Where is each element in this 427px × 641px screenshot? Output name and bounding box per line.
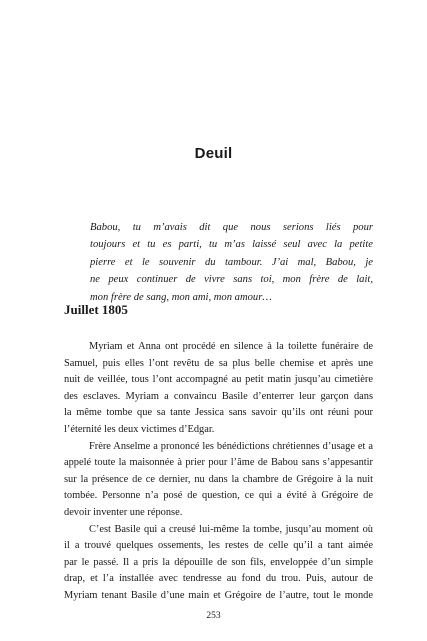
text-line: Myriam tenant Basile d’une main et Grégoire de l’autre, tout le monde	[64, 589, 373, 601]
text-line: Frère Anselme a prononcé les bénédictions chrétiennes d’usage et a	[89, 440, 373, 452]
epigraph	[90, 219, 373, 306]
text-line: drap, et l’a installée avec tendresse au fond du trou. Puis, autour de	[64, 573, 373, 585]
paragraph	[64, 439, 373, 522]
text-line: l’éternité les deux victimes d’Edgar.	[64, 423, 215, 435]
text-line: nuit de veillée, tous l’ont accompagné au petit matin jusqu’au cimetière	[64, 374, 373, 386]
epigraph-line: pierre et le souvenir du tambour. J’ai mal, Babou, je	[90, 256, 373, 268]
text-line: sur la présence de ce dernier, nu dans la chambre de Grégoire à la nuit	[64, 473, 373, 485]
text-line: tombée. Personne n’a posé de question, ce qui a évité à Grégoire de	[64, 490, 373, 502]
epigraph-line: toujours et tu es parti, tu m’as laissé seul avec la petite	[90, 239, 373, 251]
epigraph-line: Babou, tu m’avais dit que nous serions liés pour	[90, 222, 373, 233]
text-line: devoir inventer une réponse.	[64, 506, 183, 518]
paragraph	[64, 339, 373, 439]
text-line: par le passé. Il a pris la dépouille de son fils, enveloppée d’un simple	[64, 556, 373, 568]
text-line: appelé toute la maisonnée à prier pour l’âme de Babou sans s’appesantir	[64, 457, 373, 469]
epigraph-line: ne peux continuer de vivre sans toi, mon frère de lait,	[90, 274, 373, 286]
paragraph	[64, 522, 373, 605]
chapter-title: Deuil	[194, 145, 233, 162]
epigraph-line: mon frère de sang, mon ami, mon amour…	[90, 291, 272, 303]
section-heading: Juillet 1805	[64, 302, 128, 317]
text-line: C’est Basile qui a creusé lui-même la tombe, jusqu’au moment où	[89, 523, 373, 535]
text-line: il a trouvé quelques ossements, les restes de celle qu’il a tant aimée	[64, 540, 373, 552]
page-number: 253	[206, 611, 221, 621]
text-line: Samuel, puis elles l’ont revêtu de sa plus belle chemise et après une	[64, 357, 373, 369]
text-line: des esclaves. Myriam a convaincu Basile d’enterrer leur garçon dans	[64, 390, 373, 402]
text-line: la même tombe que sa tante Jessica sans savoir qu’ils ont réuni pour	[64, 407, 373, 419]
text-line: Myriam et Anna ont procédé en silence à la toilette funéraire de	[89, 341, 373, 352]
body-text	[64, 339, 373, 605]
